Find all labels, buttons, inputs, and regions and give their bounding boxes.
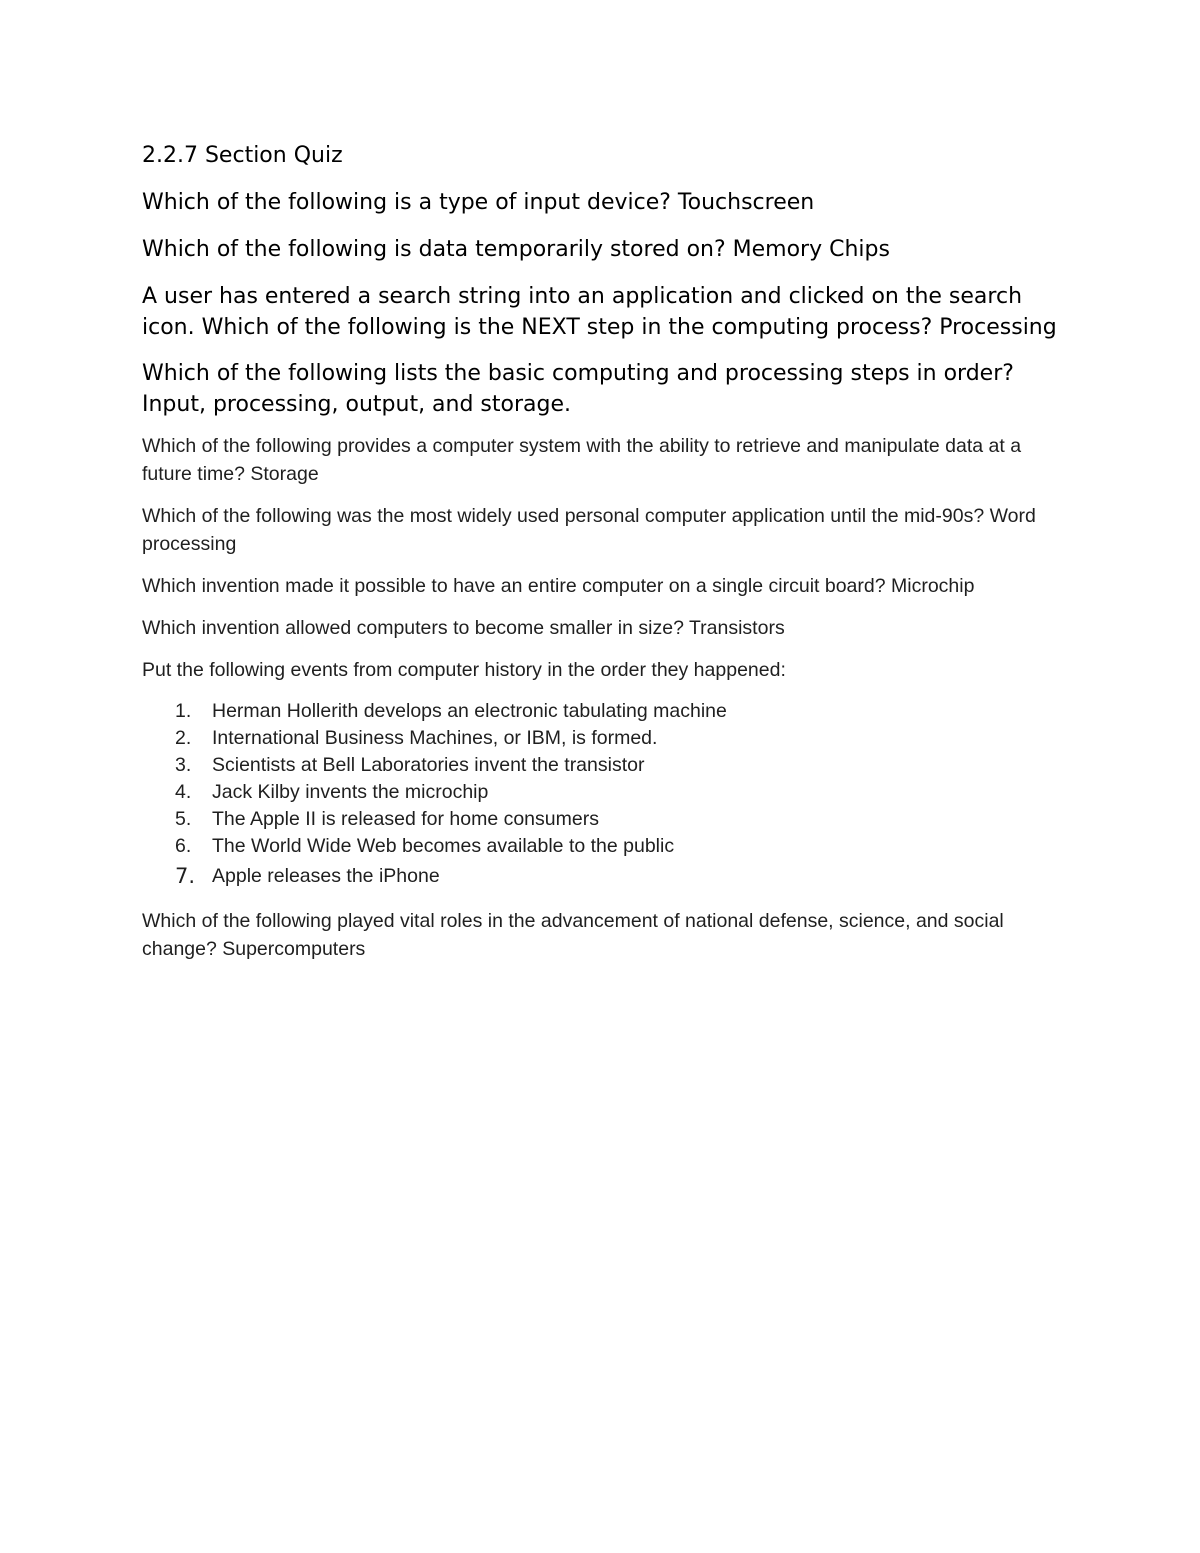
list-item-text: Scientists at Bell Laboratories invent the transistor bbox=[212, 754, 645, 776]
question-input-device: Which of the following is a type of input device? Touchscreen bbox=[142, 190, 815, 215]
question-supercomputers: Which of the following played vital roles in the advancement of national defense, science, and social change? Supercomputers bbox=[142, 910, 1004, 960]
question-computing-steps: Which of the following lists the basic computing and processing steps in order? Input, processing, output, and storage. bbox=[142, 361, 1014, 417]
list-item-text: Apple releases the iPhone bbox=[212, 865, 440, 887]
question-temporary-storage: Which of the following is data temporarily stored on? Memory Chips bbox=[142, 237, 890, 262]
list-item-text: International Business Machines, or IBM, is formed. bbox=[212, 727, 658, 749]
page-title: 2.2.7 Section Quiz bbox=[142, 143, 343, 168]
question-word-processing: Which of the following was the most widely used personal computer application until the mid-90s? Word processing bbox=[142, 505, 1036, 555]
question-storage: Which of the following provides a computer system with the ability to retrieve and manipulate data at a future time? Storage bbox=[142, 435, 1022, 485]
list-item bbox=[142, 752, 1062, 779]
history-prompt: Put the following events from computer history in the order they happened: bbox=[142, 659, 786, 681]
question-microchip: Which invention made it possible to have an entire computer on a single circuit board? Microchip bbox=[142, 575, 975, 597]
list-item-number: 6. bbox=[175, 835, 192, 857]
list-item-number: 5. bbox=[175, 808, 192, 830]
events-list bbox=[142, 698, 1062, 893]
list-item-text: Jack Kilby invents the microchip bbox=[212, 781, 489, 803]
list-item-number: 1. bbox=[175, 700, 192, 722]
list-item-number: 7. bbox=[175, 864, 196, 888]
list-item-number: 3. bbox=[175, 754, 192, 776]
list-item-text: Herman Hollerith develops an electronic tabulating machine bbox=[212, 700, 727, 722]
list-item-number: 4. bbox=[175, 781, 192, 803]
list-item-text: The World Wide Web becomes available to the public bbox=[212, 835, 675, 857]
document-content bbox=[142, 140, 1062, 977]
question-transistors: Which invention allowed computers to become smaller in size? Transistors bbox=[142, 617, 785, 639]
list-item bbox=[142, 725, 1062, 752]
list-item bbox=[142, 833, 1062, 860]
list-item bbox=[142, 779, 1062, 806]
list-item bbox=[142, 698, 1062, 725]
list-item-number: 2. bbox=[175, 727, 192, 749]
list-item bbox=[142, 860, 1062, 893]
list-item-text: The Apple II is released for home consumers bbox=[212, 808, 599, 830]
question-next-step: A user has entered a search string into an application and clicked on the search icon. Which of the following is the NEXT step in the computing process? Processing bbox=[142, 284, 1057, 340]
list-item bbox=[142, 806, 1062, 833]
